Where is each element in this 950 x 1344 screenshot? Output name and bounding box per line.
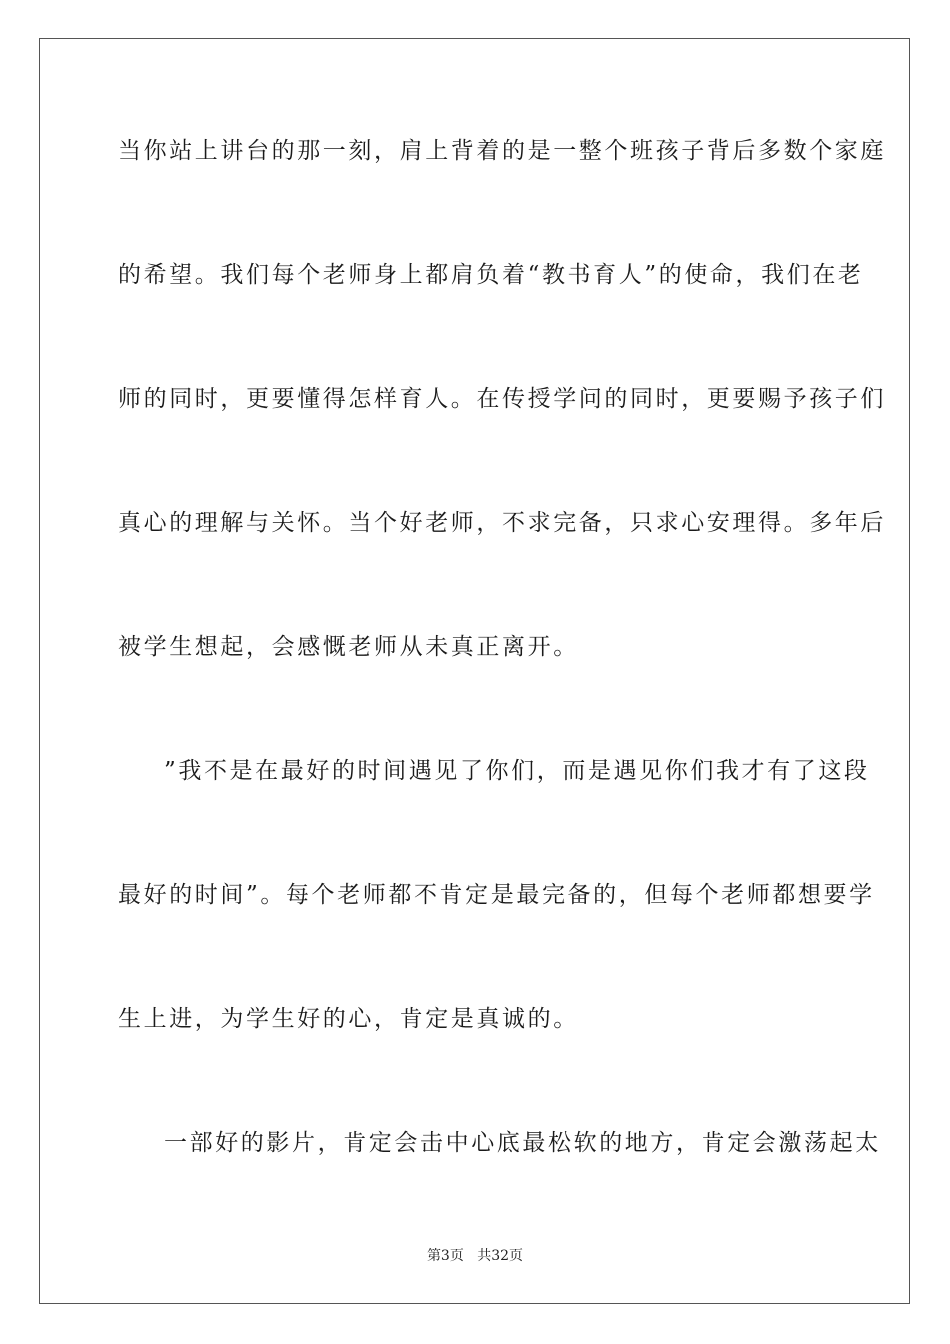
text-line: 当你站上讲台的那一刻，肩上背着的是一整个班孩子背后多数个家庭 bbox=[118, 138, 886, 164]
text-line: 师的同时，更要懂得怎样育人。在传授学问的同时，更要赐予孩子们 bbox=[118, 386, 886, 412]
text-line: 最好的时间”。每个老师都不肯定是最完备的，但每个老师都想要学 bbox=[118, 882, 875, 908]
text-line: ”我不是在最好的时间遇见了你们，而是遇见你们我才有了这段 bbox=[164, 758, 870, 784]
text-line: 的希望。我们每个老师身上都肩负着“教书育人”的使命，我们在老 bbox=[118, 262, 864, 288]
page-border bbox=[39, 38, 910, 1304]
page-total: 共32页 bbox=[477, 1248, 524, 1264]
text-line: 真心的理解与关怀。当个好老师，不求完备，只求心安理得。多年后 bbox=[118, 510, 886, 536]
text-line: 被学生想起，会感慨老师从未真正离开。 bbox=[118, 634, 579, 660]
text-line: 一部好的影片，肯定会击中心底最松软的地方，肯定会激荡起太 bbox=[164, 1130, 881, 1156]
page-number: 第3页 bbox=[426, 1248, 464, 1264]
text-line: 生上进，为学生好的心，肯定是真诚的。 bbox=[118, 1006, 579, 1032]
page-footer bbox=[0, 1247, 950, 1265]
